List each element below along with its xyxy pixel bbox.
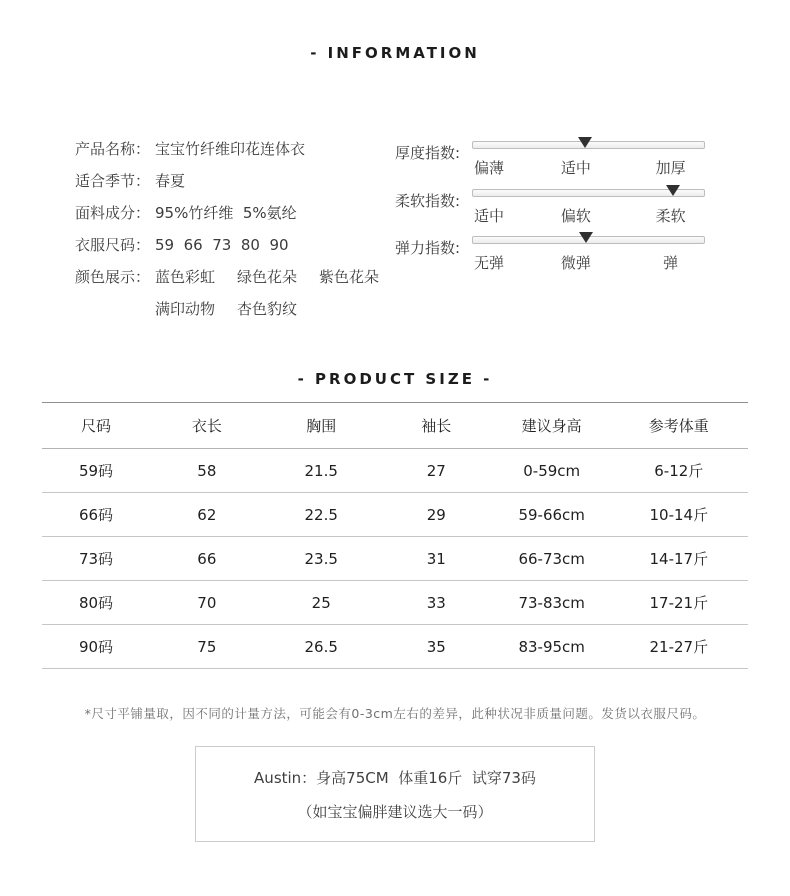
size-footnote: *尺寸平铺量取，因不同的计量方法，可能会有0-3cm左右的差异，此种状况非质量问题。发货以衣服尺码。 — [84, 706, 706, 721]
slider-tick: 微弹 — [560, 254, 591, 272]
color-item: 绿色花朵 — [237, 268, 298, 286]
sizes-label: 衣服尺码： — [75, 236, 151, 254]
table-row — [42, 449, 748, 493]
table-cell: 70 — [150, 581, 264, 625]
product-name-label: 产品名称： — [75, 140, 151, 158]
slider-group-thickness — [395, 136, 725, 178]
fabric-label: 面料成分： — [75, 204, 151, 222]
table-header-cell: 胸围 — [264, 403, 379, 449]
sizes-row — [75, 235, 379, 256]
season-label: 适合季节： — [75, 172, 151, 190]
table-row — [42, 537, 748, 581]
slider-group-softness — [395, 184, 725, 226]
model-info-box — [195, 746, 595, 842]
table-cell: 31 — [379, 537, 494, 581]
information-section-title: - INFORMATION — [310, 44, 480, 62]
table-cell: 59-66cm — [494, 493, 610, 537]
color-item: 满印动物 — [155, 300, 216, 318]
elasticity-slider-track — [472, 236, 705, 244]
slider-tick: 适中 — [474, 207, 505, 225]
table-cell: 62 — [150, 493, 264, 537]
elasticity-index-label: 弹力指数: — [395, 239, 461, 257]
table-cell: 29 — [379, 493, 494, 537]
size-table — [42, 402, 748, 669]
slider-tick: 弹 — [663, 254, 679, 272]
table-cell: 21.5 — [264, 449, 379, 493]
table-header-cell: 参考体重 — [610, 403, 748, 449]
table-cell: 83-95cm — [494, 625, 610, 669]
model-info-line1: Austin：身高75CM 体重16斤 试穿73码 — [254, 768, 536, 787]
table-cell: 23.5 — [264, 537, 379, 581]
table-cell: 90码 — [42, 625, 150, 669]
slider-tick: 无弹 — [474, 254, 505, 272]
table-row — [42, 581, 748, 625]
table-cell: 58 — [150, 449, 264, 493]
table-header-cell: 袖长 — [379, 403, 494, 449]
table-cell: 73码 — [42, 537, 150, 581]
table-cell: 59码 — [42, 449, 150, 493]
table-cell: 10-14斤 — [610, 493, 748, 537]
elasticity-slider-ticks — [472, 252, 703, 270]
table-cell: 35 — [379, 625, 494, 669]
color-item: 杏色豹纹 — [237, 300, 298, 318]
color-items-line2 — [155, 299, 297, 320]
colors-row — [75, 267, 379, 288]
table-header-row — [42, 403, 748, 449]
table-cell: 21-27斤 — [610, 625, 748, 669]
colors-label: 颜色展示： — [75, 268, 151, 286]
model-info-line2: （如宝宝偏胖建议选大一码） — [297, 802, 493, 821]
table-cell: 66 — [150, 537, 264, 581]
slider-tick: 偏薄 — [474, 159, 505, 177]
colors-row-2 — [75, 299, 379, 320]
triangle-marker-icon — [666, 185, 680, 196]
thickness-slider-track — [472, 141, 705, 149]
fabric-value: 95%竹纤维 5%氨纶 — [155, 204, 297, 222]
table-cell: 14-17斤 — [610, 537, 748, 581]
table-cell: 6-12斤 — [610, 449, 748, 493]
table-cell: 66-73cm — [494, 537, 610, 581]
slider-group-elasticity — [395, 231, 725, 273]
table-cell: 66码 — [42, 493, 150, 537]
thickness-slider-ticks — [472, 157, 703, 175]
table-row — [42, 493, 748, 537]
table-cell: 26.5 — [264, 625, 379, 669]
table-cell: 73-83cm — [494, 581, 610, 625]
color-item: 蓝色彩虹 — [155, 268, 216, 286]
softness-slider-ticks — [472, 205, 703, 223]
color-items-line1 — [155, 267, 379, 288]
table-cell: 33 — [379, 581, 494, 625]
product-size-section-title: - PRODUCT SIZE - — [297, 370, 493, 388]
table-row — [42, 625, 748, 669]
table-cell: 25 — [264, 581, 379, 625]
season-row — [75, 171, 379, 192]
table-cell: 0-59cm — [494, 449, 610, 493]
table-cell: 80码 — [42, 581, 150, 625]
table-cell: 22.5 — [264, 493, 379, 537]
triangle-marker-icon — [579, 232, 593, 243]
table-header-cell: 衣长 — [150, 403, 264, 449]
product-name-row — [75, 139, 379, 160]
color-item: 紫色花朵 — [319, 268, 380, 286]
table-header-cell: 建议身高 — [494, 403, 610, 449]
table-header-cell: 尺码 — [42, 403, 150, 449]
table-cell: 27 — [379, 449, 494, 493]
fabric-row — [75, 203, 379, 224]
product-name-value: 宝宝竹纤维印花连体衣 — [155, 140, 306, 158]
triangle-marker-icon — [578, 137, 592, 148]
slider-tick: 适中 — [560, 159, 591, 177]
softness-index-label: 柔软指数: — [395, 192, 461, 210]
sizes-value: 59 66 73 80 90 — [155, 236, 289, 254]
slider-tick: 加厚 — [655, 159, 686, 177]
slider-tick: 柔软 — [655, 207, 686, 225]
table-cell: 17-21斤 — [610, 581, 748, 625]
table-cell: 75 — [150, 625, 264, 669]
product-info-section — [75, 139, 379, 331]
slider-tick: 偏软 — [560, 207, 591, 225]
season-value: 春夏 — [155, 172, 186, 190]
thickness-index-label: 厚度指数: — [395, 144, 461, 162]
softness-slider-track — [472, 189, 705, 197]
